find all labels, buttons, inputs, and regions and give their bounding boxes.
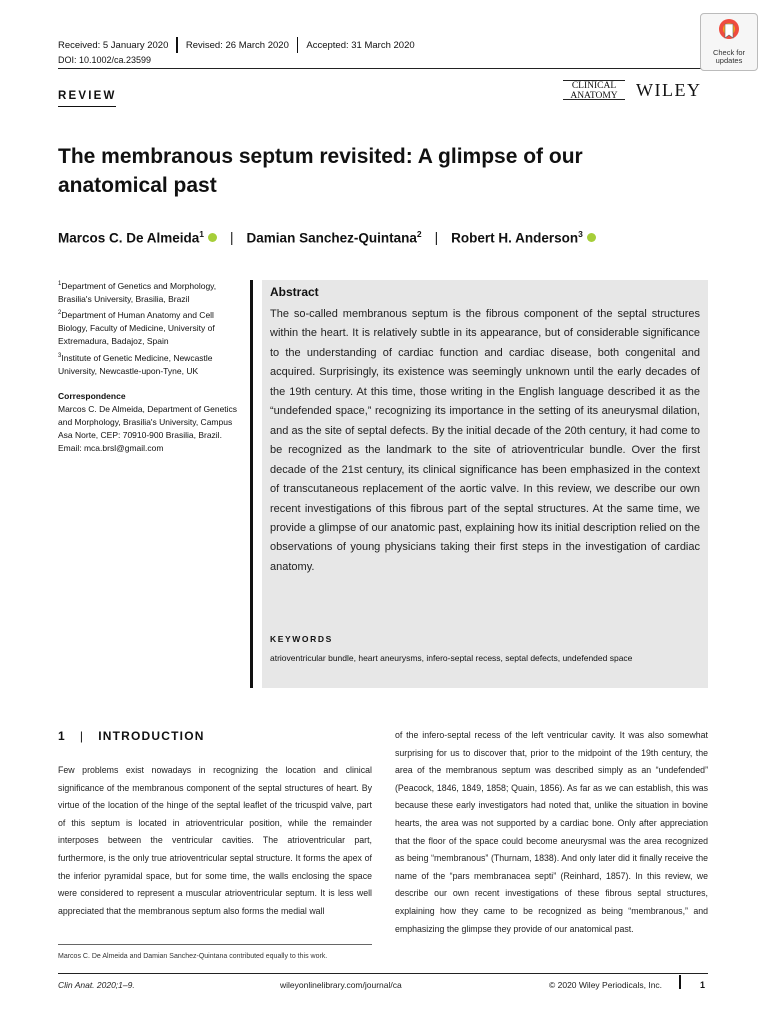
journal-logo-line2: ANATOMY bbox=[570, 90, 618, 101]
orcid-icon[interactable] bbox=[208, 233, 217, 242]
journal-logo bbox=[563, 80, 625, 100]
author-3[interactable]: Robert H. Anderson$^3$ bbox=[451, 229, 583, 246]
footnote-rule bbox=[58, 944, 372, 945]
footer-citation: Clin Anat. 2020;1–9. bbox=[58, 980, 135, 990]
footer-rule bbox=[58, 973, 708, 974]
check-for-updates-badge[interactable] bbox=[700, 13, 758, 71]
author-separator: | bbox=[230, 229, 234, 245]
correspondence-email[interactable]: Email: mca.brsl@gmail.com bbox=[58, 443, 164, 453]
section-label: REVIEW bbox=[58, 90, 117, 102]
revised-date: Revised: 26 March 2020 bbox=[185, 39, 289, 51]
bookmark-icon bbox=[717, 18, 741, 44]
article-title: The membranous septum revisited: A glimpse of our anatomical past bbox=[58, 145, 583, 197]
body-text-right: of the infero-septal recess of the left ventricular cavity. It was also somewhat surprising for us to discover that, prior to the midpoint of the 19th century, the area of the membranous septum was described simply as an “undefended” (Peacock, 1846, 1849, 1858; Quain, 1856). As far as we can establish, this was because these early investigators had noted that, unlike the situation in bovine hearts, the area was not supported by a cardiac bone. Only after appreciation that the floor of the space could become aneurysmal was the area recognized as being “membranous” (Thurnam, 1838). And only later did it finally receive the name of the “pars membranacea septi” (Reinhard, 1857). In this review, we describe our own recent investigations of these fibrous septal structures, explaining how they came to be recognized as being “membranous,” and emphasizing the glimpse they provide of our anatomical past. bbox=[395, 730, 708, 934]
abstract-heading: Abstract bbox=[270, 285, 319, 299]
accepted-date: Accepted: 31 March 2020 bbox=[306, 39, 415, 51]
correspondence-heading: Correspondence bbox=[58, 391, 126, 401]
author-2[interactable]: Damian Sanchez-Quintana$^2$ bbox=[246, 229, 422, 246]
publisher-logo: WILEY bbox=[636, 80, 702, 100]
divider bbox=[176, 37, 178, 53]
author-separator: | bbox=[434, 229, 439, 245]
abstract-text: The so-called membranous septum is the fibrous component of the septal structures within the heart. It is relatively subtle in its appearance, but of considerable significance to the understanding of cardiac function and cardiac disease, both congenital and acquired. Surprisingly, its existence was seemingly unknown until the early decades of the 19th century. At this time, those writing in the English language described it as the “undefended space,” recognizing its importance in the setting of its aneurysmal dilation, and as the site of septal defects. By the initial decade of the 20th century, it had come to be recognized as the landmark to the site of atrioventricular bundle. Over the first decade of the 21st century, its clinical significance has been emphasized in the context of transcutaneous replacement of the aortic valve. In this review, we describe our own recent investigations of this fibrous part of the septal structures. At the same time, we provide a glimpse of our anatomic past, explaining how its initial description relied on the observations of young physicians taking their first steps in the investigation of cardiac anatomy. bbox=[270, 308, 700, 573]
footer-copyright: © 2020 Wiley Periodicals, Inc. bbox=[549, 980, 663, 990]
header-rule bbox=[58, 68, 708, 69]
author-list bbox=[58, 229, 596, 246]
correspondence bbox=[58, 390, 243, 455]
body-text-left: Few problems exist nowadays in recognizing the location and clinical significance of the membranous component of the septal structures of heart. By virtue of the location of the hinge of the septal leaflet of the tricuspid valve, part of this septum is located in atrioventricular position, while the remainder interposes between the ventricular cavities. The atrioventricular part, furthermore, is the only true atrioventricular septal structure. It forms the apex of the inferior pyramidal space, but for some time, the walls enclosing the space were considered to represent a muscular atrioventricular septum. It is less well appreciated that the membranous septum also forms the medial wall bbox=[58, 765, 372, 916]
section-label-underline bbox=[58, 106, 116, 107]
divider bbox=[297, 37, 299, 53]
keywords-heading: KEYWORDS bbox=[270, 634, 333, 644]
section-heading-introduction: 1 | INTRODUCTION bbox=[58, 729, 205, 743]
journal-logo-line1: CLINICAL bbox=[571, 81, 617, 91]
badge-line1: Check for bbox=[712, 48, 746, 57]
abstract-rule bbox=[250, 280, 253, 688]
orcid-icon[interactable] bbox=[587, 233, 596, 242]
doi[interactable]: DOI: 10.1002/ca.23599 bbox=[58, 55, 152, 65]
badge-line2: updates bbox=[715, 56, 743, 65]
keywords-text: atrioventricular bundle, heart aneurysms, infero-septal recess, septal defects, undefended space bbox=[270, 653, 633, 663]
footer-url[interactable]: wileyonlinelibrary.com/journal/ca bbox=[280, 980, 402, 990]
correspondence-address: Marcos C. De Almeida, Department of Genetics and Morphology, Brasilia's University, Campus Asa Norte, CEP: 70910-900 Brasilia, Brazil. bbox=[58, 404, 238, 440]
article-dates bbox=[58, 37, 415, 53]
affiliation-2: $^2$Department of Human Anatomy and Cell Biology, Faculty of Medicine, University of Extremadura, Badajoz, Spain bbox=[58, 309, 215, 346]
author-1[interactable]: Marcos C. De Almeida$^1$ bbox=[58, 229, 205, 246]
affiliation-1: $^1$Department of Genetics and Morphology, Brasilia's University, Brasilia, Brazil bbox=[58, 280, 217, 304]
affiliation-3: $^3$Institute of Genetic Medicine, Newcastle University, Newcastle-upon-Tyne, UK bbox=[58, 352, 213, 376]
received-date: Received: 5 January 2020 bbox=[58, 39, 169, 51]
footer-divider bbox=[679, 975, 681, 989]
footnote: Marcos C. De Almeida and Damian Sanchez-Quintana contributed equally to this work. bbox=[58, 953, 328, 960]
page-number: 1 bbox=[700, 980, 706, 990]
